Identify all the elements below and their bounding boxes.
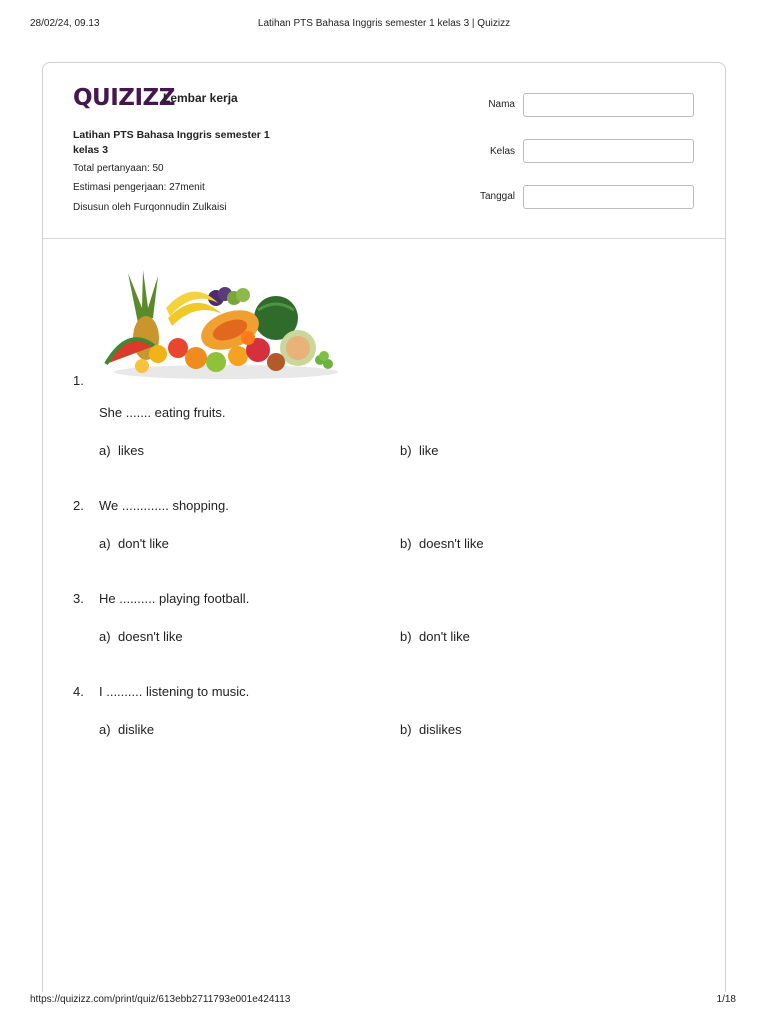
- option-letter: b): [400, 629, 412, 644]
- worksheet-header: [43, 63, 725, 239]
- quiz-title: Latihan PTS Bahasa Inggris semester 1 kelas 3: [73, 129, 270, 156]
- total-questions: Total pertanyaan: 50: [73, 163, 164, 174]
- question-3-option-b[interactable]: [400, 629, 470, 644]
- option-letter: a): [99, 443, 111, 458]
- quizizz-logo: [73, 85, 175, 111]
- option-text: doesn't like: [118, 629, 183, 644]
- print-url[interactable]: https://quizizz.com/print/quiz/613ebb2711793e001e424113: [30, 994, 291, 1005]
- question-2-number: 2.: [73, 498, 84, 513]
- option-letter: a): [99, 722, 111, 737]
- date-field[interactable]: [523, 185, 694, 209]
- option-letter: a): [99, 536, 111, 551]
- class-label: Kelas: [489, 146, 515, 157]
- question-1-number: 1.: [73, 373, 84, 388]
- page-number: 1/18: [716, 994, 736, 1005]
- author: Disusun oleh Furqonnudin Zulkaisi: [73, 202, 227, 213]
- option-letter: b): [400, 536, 412, 551]
- fruits-image: [98, 268, 343, 380]
- question-1-option-a[interactable]: [99, 443, 144, 458]
- option-text: dislike: [118, 722, 155, 737]
- print-footer: [0, 994, 768, 1008]
- question-2-text: We ............. shopping.: [99, 498, 229, 513]
- question-3-text: He .......... playing football.: [99, 591, 250, 606]
- option-text: like: [419, 443, 439, 458]
- question-4-number: 4.: [73, 684, 84, 699]
- print-datetime: 28/02/24, 09.13: [30, 18, 100, 29]
- question-3-number: 3.: [73, 591, 84, 606]
- option-letter: b): [400, 722, 412, 737]
- question-4-option-b[interactable]: [400, 722, 462, 737]
- option-text: don't like: [118, 536, 169, 551]
- question-1-text: She ....... eating fruits.: [99, 405, 226, 420]
- option-text: don't like: [419, 629, 470, 644]
- print-page-title: Latihan PTS Bahasa Inggris semester 1 kelas 3 | Quizizz: [257, 18, 511, 29]
- name-label: Nama: [488, 99, 515, 110]
- question-2-option-a[interactable]: [99, 536, 169, 551]
- question-4-text: I .......... listening to music.: [99, 684, 250, 699]
- logo-text: QUIZIZZ: [73, 85, 175, 111]
- time-estimate: Estimasi pengerjaan: 27menit: [73, 182, 205, 193]
- option-letter: a): [99, 629, 111, 644]
- question-3-option-a[interactable]: [99, 629, 183, 644]
- question-2-option-b[interactable]: [400, 536, 484, 551]
- option-text: dislikes: [419, 722, 462, 737]
- option-text: likes: [118, 443, 145, 458]
- question-4-option-a[interactable]: [99, 722, 154, 737]
- option-text: doesn't like: [419, 536, 484, 551]
- option-letter: b): [400, 443, 412, 458]
- worksheet: [42, 62, 726, 992]
- question-1-option-b[interactable]: [400, 443, 439, 458]
- class-field[interactable]: [523, 139, 694, 163]
- print-header: [0, 18, 768, 32]
- date-label: Tanggal: [479, 191, 515, 202]
- worksheet-label: Lembar kerja: [163, 91, 238, 105]
- name-field[interactable]: [523, 93, 694, 117]
